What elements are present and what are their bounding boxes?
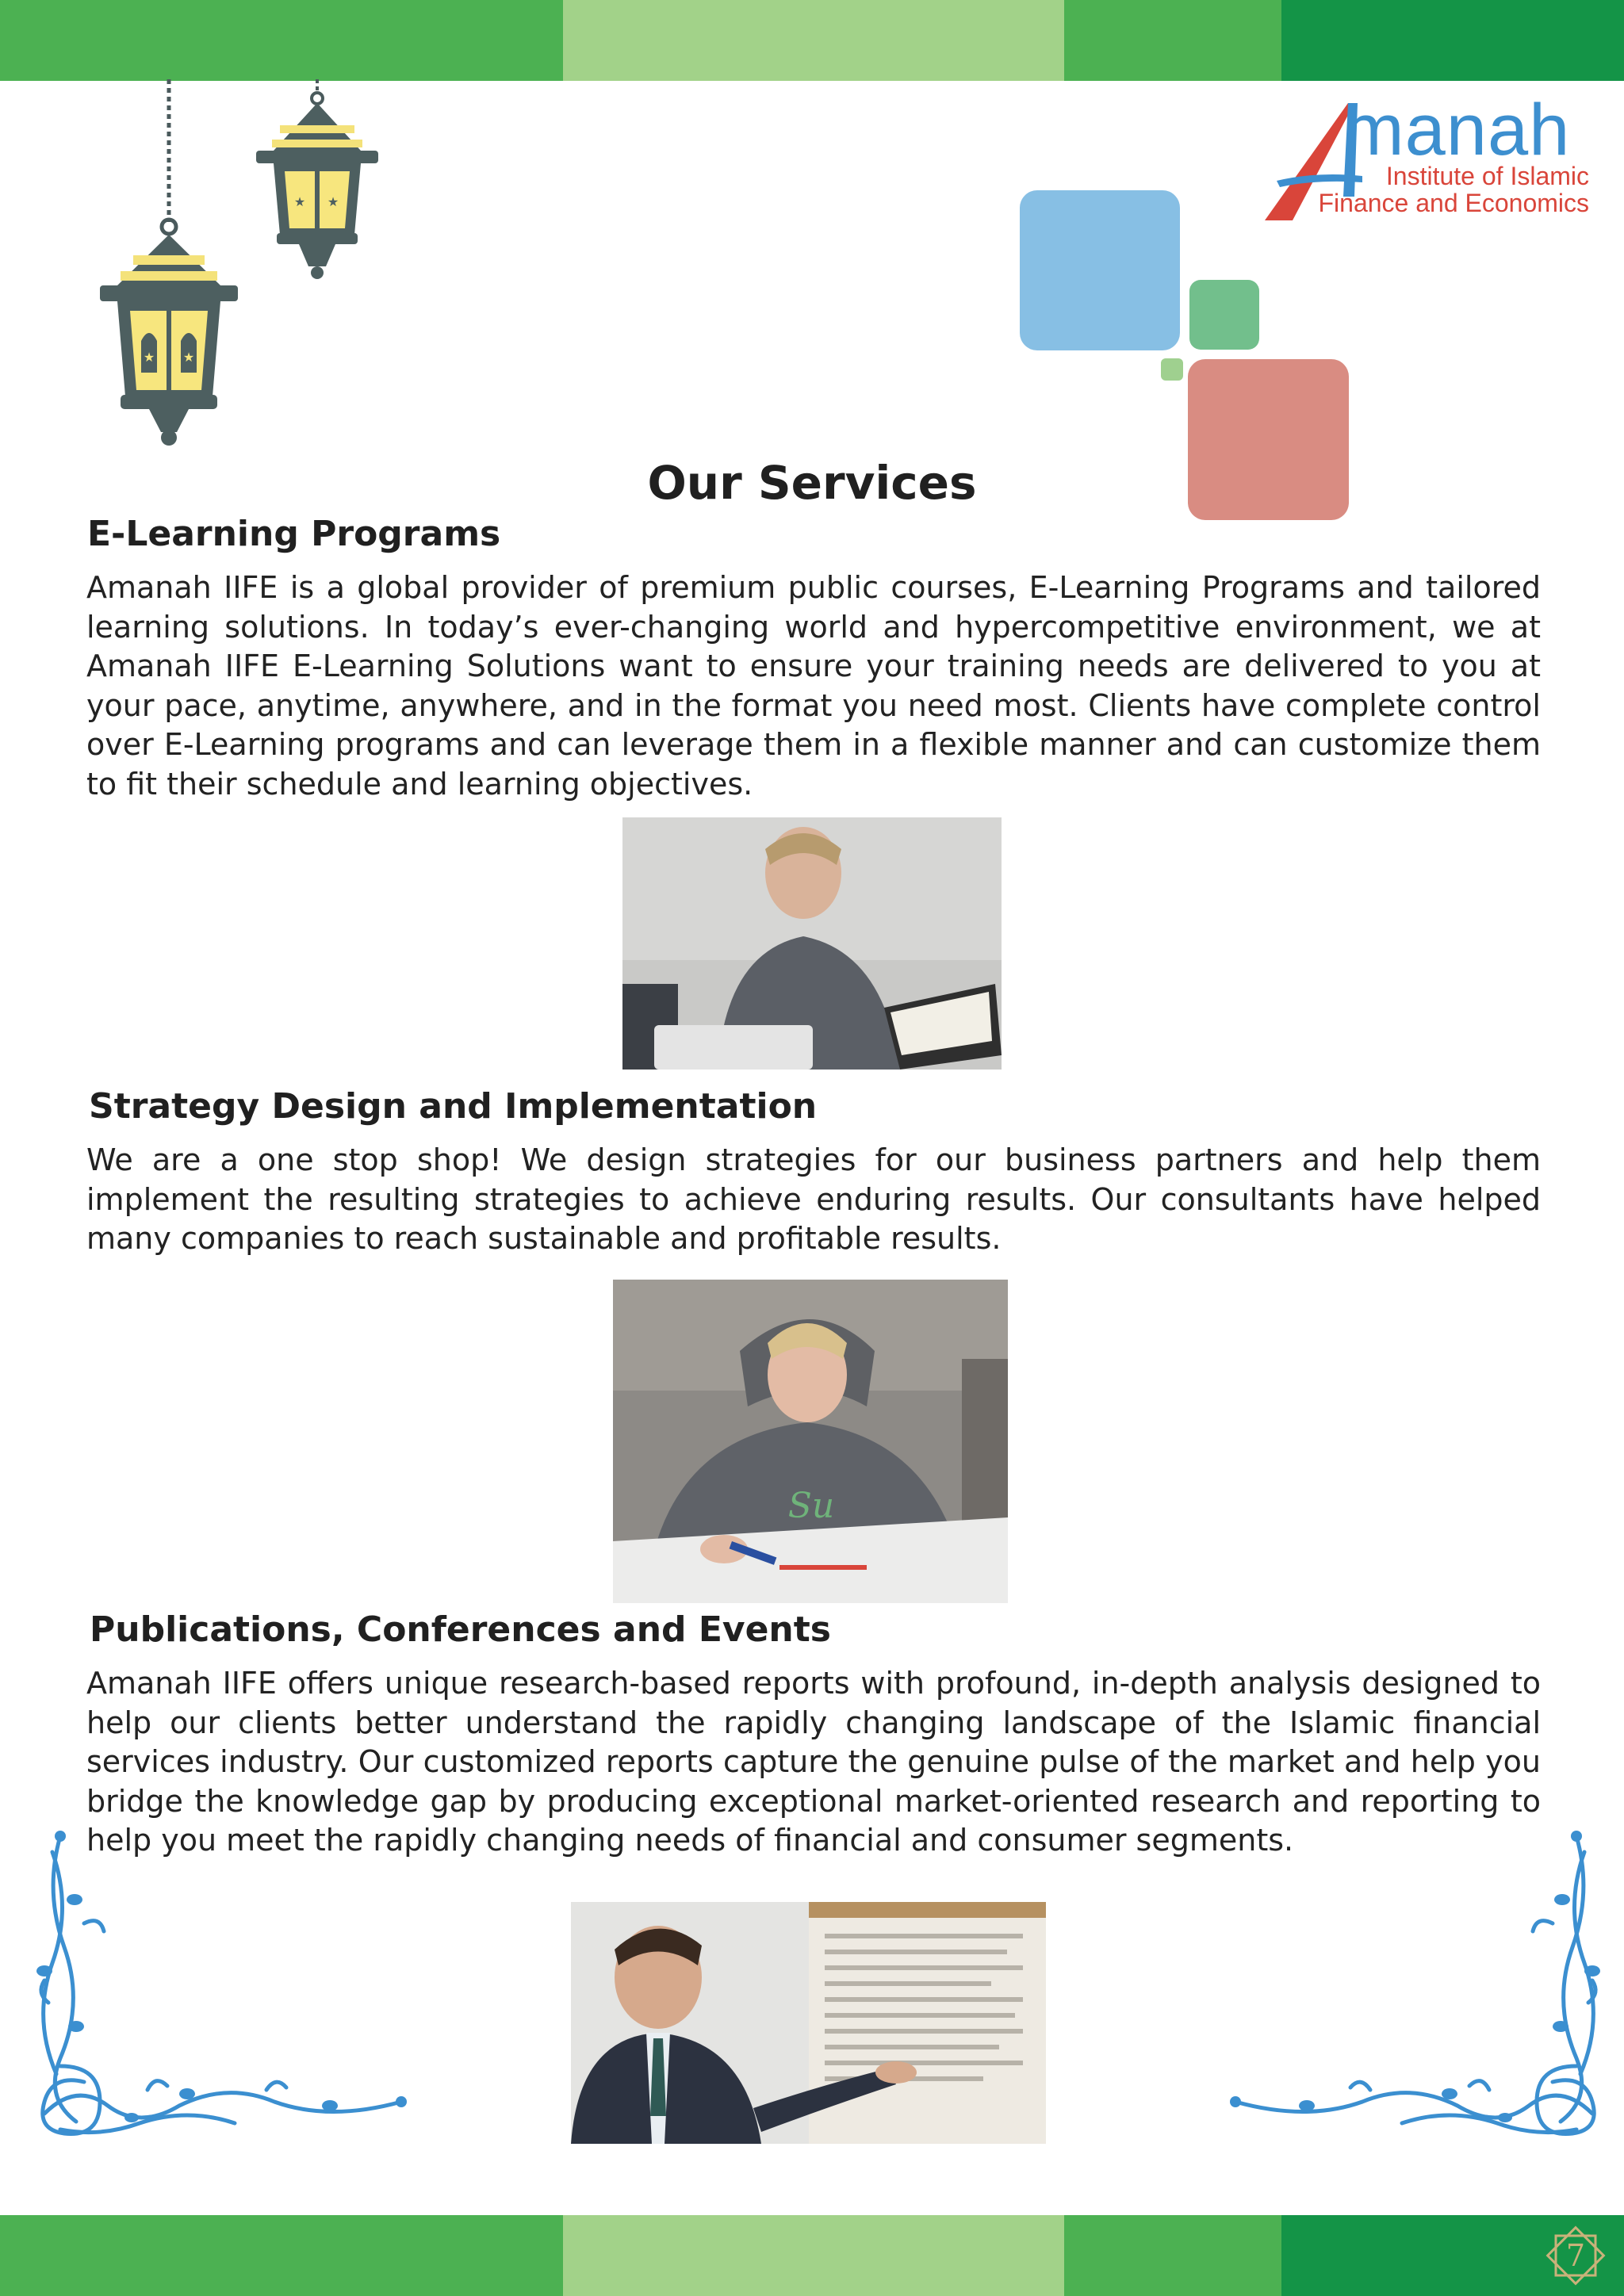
hanging-lantern-icon [86,79,252,452]
page-title: Our Services [647,456,977,510]
photo-student-writing [613,1280,1008,1603]
section-heading-publications: Publications, Conferences and Events [90,1609,831,1650]
section-body-e-learning: Amanah IIFE is a global provider of premium public courses, E-Learning Programs and tailored learning solutions. In today’s ever-changing world and hypercompetitive environment, we at Amanah IIFE E-Learning Solutions want to ensure your training needs are delivered to you at your pace, anytime, anywhere, and in the format you need most. Clients have complete control over E-Learning programs and can leverage them in a flexible manner and can customize them to fit their schedule and learning objectives. [86,570,1541,802]
svg-text:★: ★ [143,350,155,365]
section-heading-e-learning: E-Learning Programs [87,514,501,554]
svg-text:★: ★ [182,350,195,365]
svg-text:Su: Su [787,1486,835,1526]
svg-text:★: ★ [327,194,339,209]
svg-text:★: ★ [293,194,306,209]
amanah-logo [1261,90,1602,228]
hanging-lantern-icon [250,79,385,285]
logo-wordmark: manah [1343,90,1571,170]
section-body-publications: Amanah IIFE offers unique research-based reports with profound, in-depth analysis designed to help our clients better understand the rapidly changing landscape of the Islamic financial services industry. Our customized reports capture the genuine pulse of the market and help you bridge the knowledge gap by producing exceptional market-oriented research and reporting to help you meet the rapidly changing needs of financial and consumer segments. [86,1666,1541,1858]
logo-tagline-line2: Finance and Economics [1318,189,1589,217]
bottom-color-band [0,2215,1624,2296]
section-heading-strategy: Strategy Design and Implementation [89,1086,818,1127]
photo-student-reading [622,817,1002,1070]
photo-presenter [571,1902,1046,2144]
top-color-band [0,0,1624,81]
decorative-square-green [1189,280,1259,350]
floral-corner-ornament-icon [29,1828,441,2145]
floral-corner-ornament-icon [1196,1828,1608,2145]
decorative-square-blue [1020,190,1180,350]
decorative-square-small [1161,358,1183,381]
page-number-badge [1540,2220,1611,2291]
page-number: 7 [1565,2238,1586,2273]
logo-tagline-line1: Institute of Islamic [1385,162,1589,190]
section-body-strategy: We are a one stop shop! We design strategies for our business partners and help them implement the resulting strategies to achieve enduring results. Our consultants have helped many companies to reach sustainable and profitable results. [86,1142,1541,1256]
